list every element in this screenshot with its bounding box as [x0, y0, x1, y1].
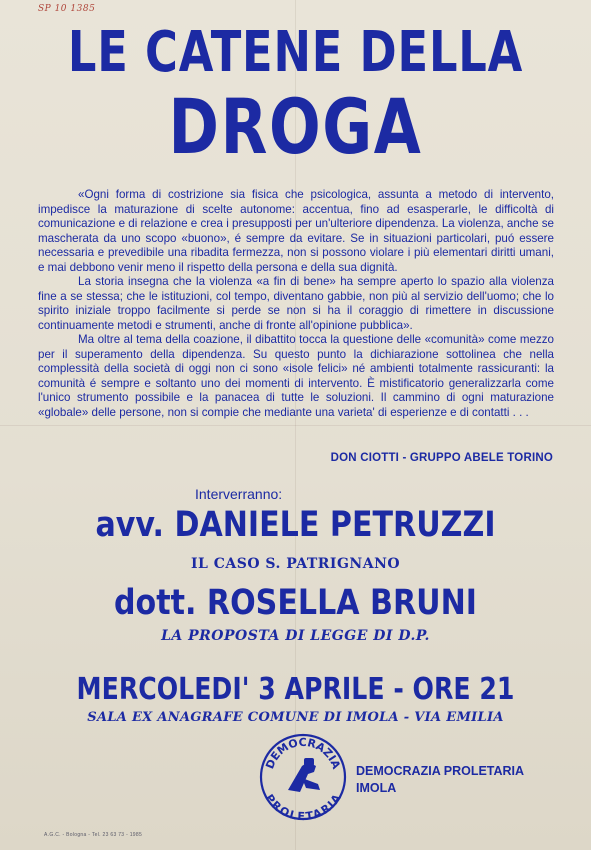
quote-block	[38, 188, 554, 420]
quote-paragraph-1: «Ogni forma di costrizione sia fisica che psicologica, assunta a metodo di intervento, impedisce la maturazione di scelte autonome: accentua, fino ad esasperarle, le difficoltà di comunicazione e di relazione e crea i presupposti per un'ulteriore dipendenza. La violenza, anche se mascherata da uno scopo «buono», é sempre da evitare. Se in situazioni particolari, puó essere necessaria e prevedibile una ribadita fermezza, non si possono violare i più elementari diritti umani, e mai debbono venir meno il rispetto della persona e della sua dignità.	[38, 188, 554, 274]
logo-text-top: DEMOCRAZIA	[263, 735, 343, 771]
title-line-1: LE CATENE DELLA	[67, 20, 524, 85]
quote-signature: DON CIOTTI - GRUPPO ABELE TORINO	[330, 452, 553, 464]
speakers-intro: Interverranno:	[195, 486, 283, 502]
speaker-1-name: avv. DANIELE PETRUZZI	[95, 505, 496, 545]
event-datetime: MERCOLEDI' 3 APRILE - ORE 21	[76, 672, 515, 707]
democrazia-proletaria-logo	[258, 732, 348, 822]
fold-line-horizontal	[0, 425, 591, 426]
speaker-2-topic: LA PROPOSTA DI LEGGE DI D.P.	[161, 628, 430, 644]
speaker-2-name: dott. ROSELLA BRUNI	[113, 583, 478, 623]
event-venue: SALA EX ANAGRAFE COMUNE DI IMOLA - VIA EMILIA	[87, 710, 504, 725]
printer-credit: A.G.C. - Bologna - Tel. 23 63 73 - 1985	[44, 832, 143, 838]
logo-text-bottom: PROLETARIA	[262, 791, 344, 822]
title-line-2: DROGA	[168, 82, 423, 171]
organizer-city: IMOLA	[356, 781, 397, 795]
fist-emblem-icon	[288, 758, 320, 792]
organizer-name: DEMOCRAZIA PROLETARIA	[356, 764, 525, 778]
quote-paragraph-3: Ma oltre al tema della coazione, il dibattito tocca la questione delle «comunità» come mezzo per il superamento della dipendenza. Su questo punto la dichiarazione sottolinea che nella complessità della società di oggi non ci sono «isole felici» né ambienti totalmente rassicuranti: la comunità é sempre e soltanto uno dei momenti di intervento. È mistificatorio generalizzarla come l'unico strumento possibile e la panacea di tutte le soluzioni. Il cammino di ogni maturazione «globale» delle persone, non si compie che mediante una varieta' di esperienze e di contatti . . .	[38, 333, 554, 419]
quote-paragraph-2: La storia insegna che la violenza «a fin di bene» ha sempre aperto lo spazio alla violenza fine a se stessa; che le istituzioni, col tempo, diventano gabbie, non più al servizio dell'uomo; che lo spirito iniziale troppo facilmente si perde se non si ha il coraggio di rimettere in discussione continuamente metodi e strumenti, anche di fronte all'opinione pubblica».	[38, 275, 554, 332]
organizer-block	[356, 763, 524, 797]
speaker-1-topic: IL CASO S. PATRIGNANO	[190, 556, 401, 572]
archive-mark: SP 10 1385	[38, 4, 96, 14]
